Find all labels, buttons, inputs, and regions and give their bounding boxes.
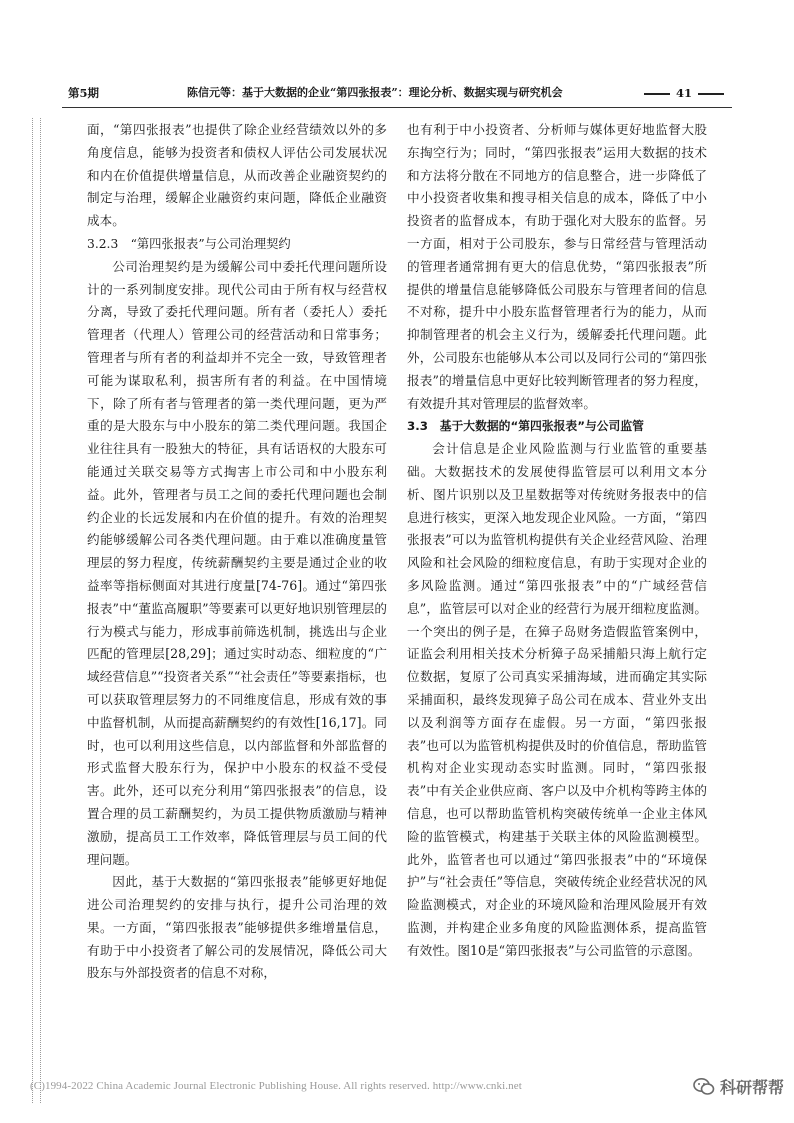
paragraph: 公司治理契约是为缓解公司中委托代理问题所设计的一系列制度安排。现代公司由于所有权与经营权分离，导致了委托代理问题。所有者（委托人）委托管理者（代理人）管理公司的经营活动和日常事务；管理者与所有者的利益却并不完全一致，导致管理者可能为谋取私利，损害所有者的利益。在中国情境下，除了所有者与管理者的第一类代理问题，更为严重的是大股东与中小股东的第二类代理问题。我国企业往往具有一股独大的特征，具有话语权的大股东可能通过关联交易等方式掏害上市公司和中小股东利益。此外，管理者与员工之间的委托代理问题也会制约企业的长远发展和内在价值的提升。有效的治理契约能够缓解公司各类代理问题。由于难以准确度量管理层的努力程度，传统薪酬契约主要是通过企业的收益率等指标侧面对其进行度量[74-76]。通过“第四张报表”中“董监高履职”等要素可以更好地识别管理层的行为模式与能力，形成事前筛选机制，挑选出与企业匹配的管理层[28,29]；通过实时动态、细粒度的“广域经营信息”“投资者关系”“社会责任”等要素指标，也可以获取管理层努力的不同维度信息，形成有效的事中监督机制，从而提高薪酬契约的有效性[16,17]。同时，也可以利用这些信息，以内部监督和外部监督的形式监督大股东行为，保护中小股东的权益不受侵害。此外，还可以充分利用“第四张报表”的信息，设置合理的员工薪酬契约，为员工提供物质激励与精神激励，提高员工工作效率，降低管理层与员工间的代理问题。 [87,258,387,867]
section-heading: 3.2.3 “第四张报表”与公司治理契约 [87,236,291,251]
page-number: 41 [675,86,692,100]
copyright-footer: (C)1994-2022 China Academic Journal Electronic Publishing House. All rights reserved. http://www.cnki.net [30,1080,522,1092]
watermark-text: 科研帮帮 [719,1078,784,1097]
paragraph: 会计信息是企业风险监测与行业监管的重要基础。大数据技术的发展使得监管层可以利用文本分析、图片识别以及卫星数据等对传统财务报表中的信息进行核实，更深入地发现企业风险。一方面，“第四张报表”可以为监管机构提供有关企业经营风险、治理风险和社会风险的细粒度信息，有助于实现对企业的多风险监测。通过“第四张报表”中的“广域经营信息”，监管层可以对企业的经营行为展开细粒度监测。一个突出的例子是，在獐子岛财务造假监管案例中，证监会利用相关技术分析獐子岛采捕船只海上航行定位数据，复原了公司真实采捕海域，进而确定其实际采捕面积，最终发现獐子岛公司在成本、营业外支出以及利润等方面存在虚假。另一方面，“第四张报表”也可以为监管机构提供及时的价值信息，帮助监管机构对企业实现动态实时监测。同时，“第四张报表”中有关企业供应商、客户以及中介机构等跨主体的信息，也可以帮助监管机构突破传统单一企业主体风险的监管模式，构建基于关联主体的风险监测模型。此外，监管者也可以通过“第四张报表”中的“环境保护”与“社会责任”等信息，突破传统企业经营状况的风险监测模式，对企业的环境风险和治理风险展开有效监测，并构建企业多角度的风险监测体系，提高监管有效性。图10是“第四张报表”与公司监管的示意图。 [407,441,707,958]
page-number-block [638,84,730,102]
running-title: 陈信元等：基于大数据的企业“第四张报表”：理论分析、数据实现与研究机会 [187,86,563,99]
scan-dot-line [40,118,41,1103]
scan-dot-line [32,118,33,1103]
paragraph: 因此，基于大数据的“第四张报表”能够更好地促进公司治理契约的安排与执行，提升公司治理的效果。一方面，“第四张报表”能够提供多维增量信息，有助于中小投资者了解公司的发展情况，降低公司大股东与外部投资者的信息不对称， [87,874,387,981]
paragraph: 面，“第四张报表”也提供了除企业经营绩效以外的多角度信息，能够为投资者和债权人评估公司发展状况和内在价值提供增量信息，从而改善企业融资契约的制定与治理，缓解企业融资约束问题，降低企业融资成本。 [87,122,387,229]
watermark [693,1075,784,1098]
wechat-icon [693,1077,715,1097]
dash-right [698,93,724,95]
running-header [62,84,732,102]
paragraph: 也有利于中小投资者、分析师与媒体更好地监督大股东掏空行为；同时，“第四张报表”运用大数据的技术和方法将分散在不同地方的信息整合，进一步降低了中小投资者收集和搜寻相关信息的成本，降低了中小投资者的监督成本，有助于强化对大股东的监督。另一方面，相对于公司股东，参与日常经营与管理活动的管理者通常拥有更大的信息优势，“第四张报表”所提供的增量信息能够降低公司股东与管理者间的信息不对称，提升中小股东监督管理者行为的能力，从而抑制管理者的机会主义行为，缓解委托代理问题。此外，公司股东也能够从本公司以及同行公司的“第四张报表”的增量信息中更好比较判断管理者的努力程度，有效提升其对管理层的监督效率。 [407,122,707,411]
header-rule [62,107,732,108]
dash-left [644,93,670,95]
right-column [407,119,707,962]
section-heading: 3.3 基于大数据的“第四张报表”与公司监管 [407,419,644,434]
left-column [87,119,387,985]
issue-number: 第5期 [68,86,100,100]
